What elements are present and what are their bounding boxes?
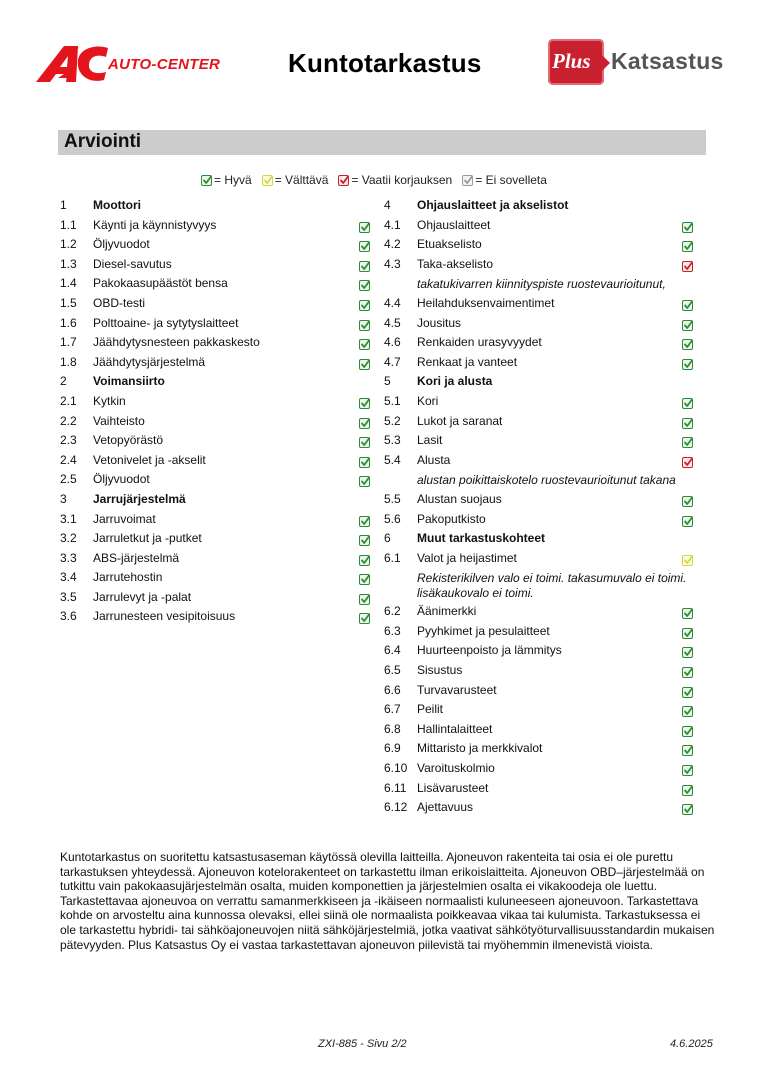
inspection-note: alustan poikittaiskotelo ruostevaurioitunut takana xyxy=(417,472,676,487)
item-number: 5.2 xyxy=(384,413,401,428)
check-good-icon xyxy=(359,574,370,585)
inspection-row xyxy=(384,490,704,510)
item-number: 2.5 xyxy=(60,472,77,487)
item-label: Äänimerkki xyxy=(417,604,477,619)
check-good-icon xyxy=(682,516,693,527)
inspection-row xyxy=(384,412,704,432)
check-good-icon xyxy=(682,222,693,233)
check-fair-icon xyxy=(682,555,693,566)
item-label: Huurteenpoisto ja lämmitys xyxy=(417,643,562,658)
item-number: 6.6 xyxy=(384,682,401,697)
inspection-row xyxy=(60,235,380,255)
item-label: Vetonivelet ja -akselit xyxy=(93,452,206,467)
item-label: Vetopyörästö xyxy=(93,433,164,448)
inspection-row xyxy=(384,314,704,334)
plus-katsastus-logo xyxy=(548,39,733,89)
item-label: Jarruvoimat xyxy=(93,511,156,526)
category-number: 4 xyxy=(384,198,391,212)
status-mark xyxy=(682,802,693,822)
item-label: Vaihteisto xyxy=(93,413,145,428)
check-good-icon xyxy=(682,667,693,678)
item-label: Kori xyxy=(417,393,439,408)
inspection-row xyxy=(384,294,704,314)
item-label: Jarrulevyt ja -palat xyxy=(93,589,192,604)
legend-label: = Vaatii korjauksen xyxy=(351,173,453,187)
inspection-row xyxy=(60,510,380,530)
item-number: 6.10 xyxy=(384,761,408,776)
inspection-row xyxy=(60,451,380,471)
section-header xyxy=(58,130,706,155)
item-label: Jarruletkut ja -putket xyxy=(93,531,202,546)
check-good-icon xyxy=(682,804,693,815)
legend-item-bad xyxy=(338,173,452,187)
check-good-icon xyxy=(359,398,370,409)
item-label: Diesel-savutus xyxy=(93,256,172,271)
check-good-icon xyxy=(682,745,693,756)
check-good-icon xyxy=(682,320,693,331)
inspection-note: takatukivarren kiinnityspiste ruostevaurioitunut, xyxy=(417,276,666,291)
check-bad-icon xyxy=(338,175,349,186)
item-label: Hallintalaitteet xyxy=(417,721,493,736)
category-title: Kori ja alusta xyxy=(417,374,493,389)
item-label: Kytkin xyxy=(93,393,126,408)
item-label: Turvavarusteet xyxy=(417,682,497,697)
check-good-icon xyxy=(201,175,212,186)
inspection-note: Rekisterikilven valo ei toimi. takasumuvalo ei toimi. lisäkaukovalo ei toimi. xyxy=(417,571,687,600)
inspection-row xyxy=(60,392,380,412)
inspection-row xyxy=(384,451,704,471)
category-header xyxy=(60,490,380,510)
item-label: Etuakselisto xyxy=(417,237,482,252)
inspection-row xyxy=(384,235,704,255)
page-title: Kuntotarkastus xyxy=(288,48,482,78)
inspection-row xyxy=(60,588,380,608)
item-number: 1.2 xyxy=(60,237,77,252)
check-na-icon xyxy=(462,175,473,186)
plus-logo-text: Katsastus xyxy=(611,48,724,74)
item-number: 4.5 xyxy=(384,315,401,330)
left-column xyxy=(60,196,380,627)
inspection-row xyxy=(60,353,380,373)
item-number: 4.3 xyxy=(384,256,401,271)
item-label: Sisustus xyxy=(417,663,463,678)
inspection-row xyxy=(384,602,704,622)
item-number: 4.7 xyxy=(384,354,401,369)
footer-date: 4.6.2025 xyxy=(670,1038,713,1050)
check-good-icon xyxy=(682,300,693,311)
category-title: Muut tarkastuskohteet xyxy=(417,531,546,546)
category-title: Voimansiirto xyxy=(93,374,165,389)
inspection-row xyxy=(384,739,704,759)
item-label: Öljyvuodot xyxy=(93,472,150,487)
check-good-icon xyxy=(682,496,693,507)
check-good-icon xyxy=(682,608,693,619)
item-label: Lisävarusteet xyxy=(417,780,489,795)
status-mark xyxy=(359,611,370,631)
inspection-row xyxy=(60,412,380,432)
inspection-row xyxy=(60,470,380,490)
check-good-icon xyxy=(682,765,693,776)
inspection-row xyxy=(384,720,704,740)
category-title: Ohjauslaitteet ja akselistot xyxy=(417,198,569,212)
item-label: Varoituskolmio xyxy=(417,761,495,776)
check-good-icon xyxy=(359,261,370,272)
inspection-row xyxy=(60,333,380,353)
category-header xyxy=(384,529,704,549)
inspection-row xyxy=(384,353,704,373)
item-number: 5.1 xyxy=(384,393,401,408)
item-label: Renkaiden urasyvyydet xyxy=(417,335,542,350)
item-label: Ajettavuus xyxy=(417,800,474,815)
item-label: Alustan suojaus xyxy=(417,491,502,506)
item-label: Heilahduksenvaimentimet xyxy=(417,295,555,310)
inspection-row xyxy=(384,333,704,353)
legend-label: = Välttävä xyxy=(274,173,329,187)
footer-page-info: ZXI-885 - Sivu 2/2 xyxy=(318,1038,407,1050)
item-number: 6.11 xyxy=(384,780,407,795)
check-good-icon xyxy=(359,280,370,291)
item-label: Jousitus xyxy=(417,315,462,330)
item-number: 3.4 xyxy=(60,570,77,585)
disclaimer-text: Kuntotarkastus on suoritettu katsastusaseman käytössä olevilla laitteilla. Ajoneuvon rakenteita tai osia ei ole purettu tarkastuksen yhteydessä. Ajoneuvon kotelorakenteet on tarkastettu ilman erikoislaitteita. Ajoneuvon OBD–järjestelmää on tutkittu vain pakokaasujärjestelmän osalta, muiden komponettien ja järjestelmien osalta ei vikakoodeja ole luettu. Tarkastettavaa ajoneuvoa on verrattu samanmerkkiseen ja -ikäiseen normaalisti kuluneeseen ajoneuvoon. Tarkastettava kohde on arvosteltu aina kunnossa olevaksi, ellei siinä ole normaalista poikkeavaa vikaa tai kulumista. Tarkastuksessa ei ole tarkastettu hybridi- tai sähköajoneuvojen niitä sähköjärjestelmiä, jotka vaativat sähkötyöturvallisuusstandardin mukaisen pätevyyden. Plus Katsastus Oy ei vastaa tarkastettavan ajoneuvon piilevistä tai myöhemmin ilmenevistä vioista. xyxy=(60,850,715,952)
item-label: ABS-järjestelmä xyxy=(93,550,180,565)
right-column xyxy=(384,196,704,818)
check-good-icon xyxy=(359,339,370,350)
item-label: Ohjauslaitteet xyxy=(417,217,491,232)
check-good-icon xyxy=(359,476,370,487)
item-number: 6.4 xyxy=(384,643,401,658)
item-number: 4.4 xyxy=(384,295,401,310)
item-number: 4.2 xyxy=(384,237,401,252)
check-good-icon xyxy=(682,241,693,252)
item-number: 6.8 xyxy=(384,721,401,736)
item-label: Jarrunesteen vesipitoisuus xyxy=(93,609,236,624)
check-good-icon xyxy=(682,628,693,639)
inspection-row xyxy=(384,700,704,720)
check-good-icon xyxy=(682,706,693,717)
plus-badge-text: Plus xyxy=(552,49,591,73)
section-title: Arviointi xyxy=(64,131,142,152)
legend-item-fair xyxy=(262,173,329,187)
item-label: Jäähdytysnesteen pakkaskesto xyxy=(93,335,260,350)
item-number: 1.6 xyxy=(60,315,77,330)
item-number: 6.12 xyxy=(384,800,408,815)
item-label: Käynti ja käynnistyvyys xyxy=(93,217,217,232)
inspection-row xyxy=(60,549,380,569)
inspection-row xyxy=(384,779,704,799)
item-label: OBD-testi xyxy=(93,295,146,310)
item-number: 6.1 xyxy=(384,550,401,565)
inspection-row xyxy=(60,431,380,451)
item-number: 6.9 xyxy=(384,741,401,756)
inspection-row xyxy=(384,622,704,642)
inspection-row xyxy=(384,392,704,412)
check-good-icon xyxy=(359,457,370,468)
check-good-icon xyxy=(682,339,693,350)
auto-center-logo xyxy=(36,44,226,84)
category-header xyxy=(60,196,380,216)
check-good-icon xyxy=(682,687,693,698)
item-number: 6.3 xyxy=(384,623,401,638)
legend-label: = Hyvä xyxy=(214,173,252,187)
plus-badge xyxy=(548,39,604,85)
item-label: Polttoaine- ja sytytyslaitteet xyxy=(93,315,239,330)
item-number: 3.3 xyxy=(60,550,77,565)
item-number: 1.7 xyxy=(60,335,77,350)
item-label: Peilit xyxy=(417,702,444,717)
check-bad-icon xyxy=(682,261,693,272)
category-header xyxy=(384,196,704,216)
status-legend xyxy=(201,173,557,187)
inspection-row xyxy=(60,607,380,627)
item-number: 3.2 xyxy=(60,531,77,546)
category-number: 1 xyxy=(60,198,67,212)
check-good-icon xyxy=(682,437,693,448)
check-good-icon xyxy=(682,726,693,737)
item-number: 6.2 xyxy=(384,604,401,619)
check-good-icon xyxy=(682,359,693,370)
auto-center-logo-text: AUTO-CENTER xyxy=(108,56,221,73)
inspection-row xyxy=(384,549,704,569)
inspection-row xyxy=(60,314,380,334)
item-number: 4.1 xyxy=(384,217,401,232)
check-good-icon xyxy=(359,516,370,527)
item-label: Lasit xyxy=(417,433,443,448)
item-number: 1.3 xyxy=(60,256,77,271)
item-label: Lukot ja saranat xyxy=(417,413,503,428)
item-label: Renkaat ja vanteet xyxy=(417,354,518,369)
item-label: Taka-akselisto xyxy=(417,256,494,271)
category-number: 3 xyxy=(60,491,67,506)
check-good-icon xyxy=(682,647,693,658)
inspection-row xyxy=(384,510,704,530)
check-fair-icon xyxy=(262,175,273,186)
item-number: 1.5 xyxy=(60,295,77,310)
check-bad-icon xyxy=(682,457,693,468)
check-good-icon xyxy=(359,359,370,370)
item-label: Pakokaasupäästöt bensa xyxy=(93,276,228,291)
check-good-icon xyxy=(682,418,693,429)
item-label: Pyyhkimet ja pesulaitteet xyxy=(417,623,550,638)
category-header xyxy=(384,372,704,392)
item-number: 3.6 xyxy=(60,609,77,624)
item-label: Alusta xyxy=(417,452,451,467)
inspection-row xyxy=(384,641,704,661)
category-number: 2 xyxy=(60,374,67,389)
inspection-row xyxy=(60,216,380,236)
item-number: 2.3 xyxy=(60,433,77,448)
check-good-icon xyxy=(359,555,370,566)
item-number: 3.1 xyxy=(60,511,77,526)
category-title: Jarrujärjestelmä xyxy=(93,491,186,506)
inspection-row xyxy=(384,255,704,275)
check-good-icon xyxy=(359,613,370,624)
item-number: 5.4 xyxy=(384,452,401,467)
check-good-icon xyxy=(682,398,693,409)
item-label: Jäähdytysjärjestelmä xyxy=(93,354,206,369)
check-good-icon xyxy=(359,535,370,546)
item-number: 1.8 xyxy=(60,354,77,369)
speech-tail-icon xyxy=(602,55,610,71)
check-good-icon xyxy=(359,300,370,311)
legend-item-good xyxy=(201,173,252,187)
item-number: 5.6 xyxy=(384,511,401,526)
item-number: 2.1 xyxy=(60,393,77,408)
check-good-icon xyxy=(359,418,370,429)
inspection-row xyxy=(384,431,704,451)
inspection-row xyxy=(60,529,380,549)
category-title: Moottori xyxy=(93,198,141,212)
check-good-icon xyxy=(359,222,370,233)
inspection-row xyxy=(384,216,704,236)
inspection-row xyxy=(60,568,380,588)
category-number: 5 xyxy=(384,374,391,389)
item-number: 3.5 xyxy=(60,589,77,604)
check-good-icon xyxy=(682,785,693,796)
inspection-row xyxy=(384,759,704,779)
item-number: 2.2 xyxy=(60,413,77,428)
category-header xyxy=(60,372,380,392)
category-number: 6 xyxy=(384,531,391,546)
item-number: 5.3 xyxy=(384,433,401,448)
item-label: Mittaristo ja merkkivalot xyxy=(417,741,543,756)
check-good-icon xyxy=(359,320,370,331)
item-number: 6.7 xyxy=(384,702,401,717)
item-label: Öljyvuodot xyxy=(93,237,150,252)
inspection-row xyxy=(60,255,380,275)
item-number: 5.5 xyxy=(384,491,401,506)
item-label: Pakoputkisto xyxy=(417,511,486,526)
inspection-row xyxy=(384,661,704,681)
item-label: Jarrutehostin xyxy=(93,570,163,585)
item-number: 1.1 xyxy=(60,217,77,232)
inspection-row xyxy=(384,681,704,701)
item-number: 1.4 xyxy=(60,276,77,291)
check-good-icon xyxy=(359,241,370,252)
item-label: Valot ja heijastimet xyxy=(417,550,517,565)
check-good-icon xyxy=(359,437,370,448)
item-number: 6.5 xyxy=(384,663,401,678)
inspection-row xyxy=(60,294,380,314)
item-number: 2.4 xyxy=(60,452,77,467)
legend-label: = Ei sovelleta xyxy=(475,173,547,187)
item-number: 4.6 xyxy=(384,335,401,350)
inspection-row xyxy=(60,274,380,294)
check-good-icon xyxy=(359,594,370,605)
legend-item-na xyxy=(462,173,547,187)
inspection-row xyxy=(384,798,704,818)
